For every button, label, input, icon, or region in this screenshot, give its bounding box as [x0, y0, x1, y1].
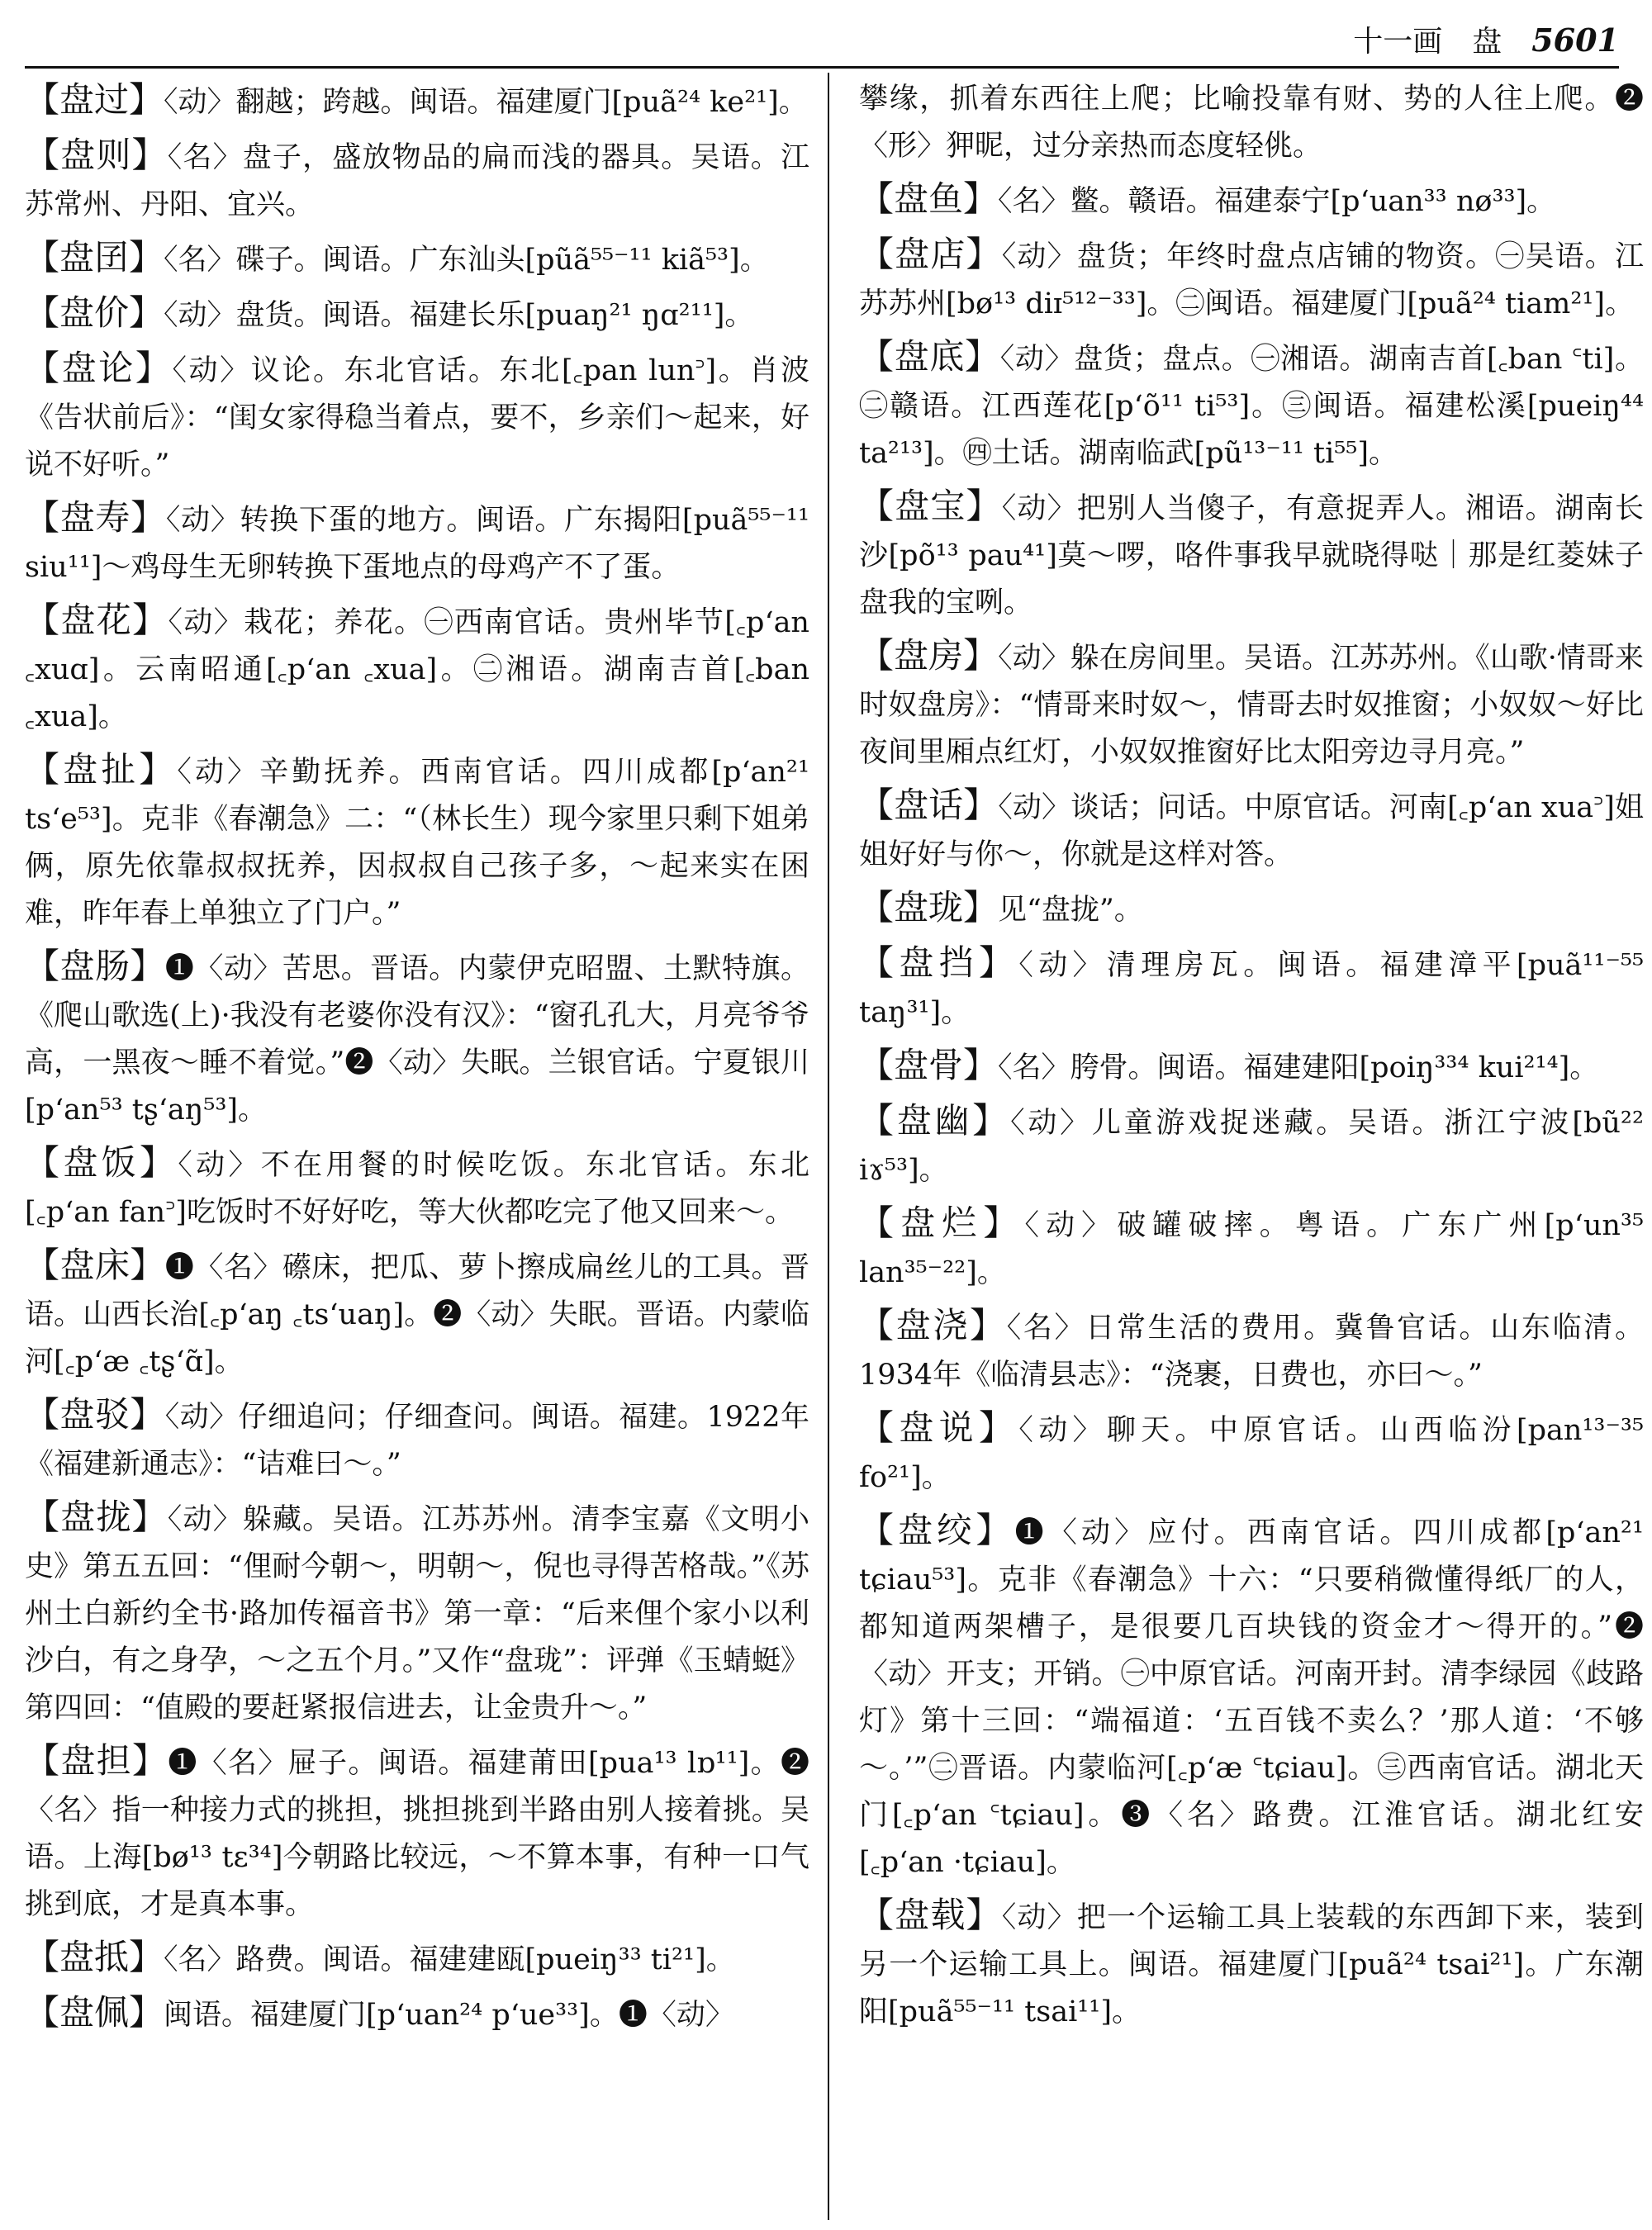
page-number: 5601 [1531, 21, 1619, 59]
entry-headword: 【盘载】 [859, 1895, 1002, 1935]
entry-headword: 【盘饭】 [25, 1142, 178, 1183]
entry-headword: 【盘房】 [859, 635, 999, 676]
column-divider [828, 73, 829, 2220]
dictionary-entry [25, 942, 809, 1134]
entry-headword: 【盘驳】 [25, 1394, 165, 1435]
entry-definition: 〈动〉栽花；养花。㊀西南官话。贵州毕节[꜀p‘an ꜀xuɑ]。云南昭通[꜀p‘an ꜀xua]。㊁湘语。湖南吉首[꜀ban ꜀xua]。 [25, 606, 809, 733]
dictionary-entry [25, 1493, 809, 1732]
entry-definition: 〈动〉躲在房间里。吴语。江苏苏州。《山歌·情哥来时奴盘房》：“情哥来时奴～，情哥去时奴推窗；小奴奴～好比夜间里厢点红灯，小奴奴推窗好比太阳旁边寻月亮。” [859, 642, 1644, 769]
entry-headword: 【盘话】 [859, 785, 999, 825]
dictionary-entry [25, 1391, 809, 1488]
dictionary-entry [25, 1241, 809, 1386]
entry-headword: 【盘幽】 [859, 1100, 1011, 1141]
entry-definition: 〈名〉路费。闽语。福建建瓯[pueiŋ³³ ti²¹]。 [164, 1943, 735, 1976]
entry-headword: 【盘价】 [25, 292, 164, 333]
entry-headword: 【盘肠】 [25, 946, 165, 986]
entry-definition: ❶〈动〉应付。西南官话。四川成都[p‘an²¹ tɕiau⁵³]。克非《春潮急》十六：“只要稍微懂得纸厂的人，都知道两架槽子，是很要几百块钱的资金才～得开的。”❷〈动〉开支；开销。㊀中原官话。河南开封。清李绿园《歧路灯》第十三回：“端福道：‘五百钱不卖么？’那人道：‘不够～。’”㊁晋语。内蒙临河[꜀p‘æ ꜂tɕiau]。㊂西南官话。湖北天门[꜀p‘an ꜂tɕiau]。❸〈名〉路费。江淮官话。湖北红安[꜀p‘an ·tɕiau]。 [859, 1516, 1644, 1879]
entry-headword: 【盘床】 [25, 1245, 165, 1285]
dictionary-entry [859, 1404, 1644, 1502]
entry-definition: 〈动〉不在用餐的时候吃饭。东北官话。东北[꜀p‘an fan꜄]吃饭时不好好吃，等大伙都吃完了他又回来～。 [25, 1149, 809, 1229]
entry-headword: 【盘挡】 [859, 942, 1019, 983]
dictionary-entry [859, 939, 1644, 1037]
entry-definition: 〈动〉翻越；跨越。闽语。福建厦门[puã²⁴ ke²¹]。 [164, 86, 808, 119]
dictionary-entry [25, 746, 809, 937]
entry-headword: 【盘扯】 [25, 749, 178, 790]
entry-headword: 【盘珑】 [859, 887, 999, 928]
entry-headword: 【盘寿】 [25, 497, 166, 538]
entry-definition: 〈动〉把一个运输工具上装载的东西卸下来，装到另一个运输工具上。闽语。福建厦门[puã²⁴ tsai²¹]。广东潮阳[puã⁵⁵⁻¹¹ tsai¹¹]。 [859, 1901, 1644, 2028]
dictionary-entry [859, 884, 1644, 934]
entry-headword: 【盘宝】 [859, 486, 1002, 526]
entry-definition: ❶〈动〉苦思。晋语。内蒙伊克昭盟、土默特旗。《爬山歌选(上)·我没有老婆你没有汉》：“窗孔孔大，月亮爷爷高，一黑夜～睡不着觉。”❷〈动〉失眠。兰银官话。宁夏银川[p‘an⁵³ tʂ‘aŋ⁵³]。 [25, 952, 809, 1127]
dictionary-entry [859, 333, 1644, 477]
entry-definition: 〈动〉盘货。闽语。福建长乐[puaŋ²¹ ŋɑ²¹¹]。 [164, 299, 754, 332]
entry-definition: 〈动〉聊天。中原官话。山西临汾[pan¹³⁻³⁵ fo²¹]。 [859, 1414, 1644, 1494]
dictionary-entry [25, 344, 809, 489]
left-column [25, 76, 809, 2044]
dictionary-entry [25, 1139, 809, 1236]
header-char: 盘 [1472, 25, 1502, 59]
entry-definition: 〈动〉破罐破摔。粤语。广东广州[p‘un³⁵ lan³⁵⁻²²]。 [859, 1209, 1644, 1289]
page-header [867, 18, 1619, 61]
entry-definition: 〈动〉谈话；问话。中原官话。河南[꜀p‘an xua꜄]姐姐好好与你～，你就是这样对答。 [859, 791, 1644, 871]
entry-definition: 〈名〉鳖。赣语。福建泰宁[p‘uan³³ nø³³]。 [998, 185, 1556, 218]
entry-headword: 【盘店】 [859, 234, 1002, 274]
entry-definition: 〈动〉辛勤抚养。西南官话。四川成都[p‘an²¹ ts‘e⁵³]。克非《春潮急》二：“（林长生）现今家里只剩下姐弟俩，原先依靠叔叔抚养，因叔叔自己孩子多，～起来实在困难，昨年春上单独立了门户。” [25, 756, 809, 930]
entry-headword: 【盘烂】 [859, 1203, 1025, 1243]
dictionary-entry [859, 781, 1644, 879]
dictionary-entry [859, 632, 1644, 776]
dictionary-entry [859, 1199, 1644, 1297]
dictionary-entry [859, 175, 1644, 225]
dictionary-entry [25, 494, 809, 591]
entry-definition: 〈动〉清理房瓦。闽语。福建漳平[puã¹¹⁻⁵⁵ taŋ³¹]。 [859, 949, 1644, 1029]
dictionary-entry [859, 1302, 1644, 1399]
entry-definition: 闽语。福建厦门[p‘uan²⁴ p‘ue³³]。❶〈动〉 [164, 1999, 734, 2032]
dictionary-entry [25, 596, 809, 741]
dictionary-entry [859, 1097, 1644, 1194]
entry-definition: 〈动〉转换下蛋的地方。闽语。广东揭阳[puã⁵⁵⁻¹¹ siu¹¹]～鸡母生无卵转换下蛋地点的母鸡产不了蛋。 [25, 504, 809, 584]
entry-definition: 〈动〉把别人当傻子，有意捉弄人。湘语。湖南长沙[põ¹³ pau⁴¹]莫～啰，咯件事我早就晓得哒｜那是红菱妹子盘我的宝咧。 [859, 492, 1644, 619]
dictionary-entry [859, 1041, 1644, 1092]
entry-headword: 【盘说】 [859, 1407, 1019, 1448]
entry-definition: 〈动〉儿童游戏捉迷藏。吴语。浙江宁波[bũ²² iɤ⁵³]。 [859, 1107, 1644, 1187]
dictionary-entry [859, 1891, 1644, 2036]
entry-definition: 〈动〉议论。东北官话。东北[꜀pan lun꜄]。肖波《告状前后》：“闺女家得稳当着点，要不，乡亲们～起来，好说不好听。” [25, 354, 809, 482]
entry-headword: 【盘抵】 [25, 1937, 164, 1977]
entry-headword: 【盘绞】 [859, 1510, 1015, 1550]
dictionary-entry [859, 482, 1644, 627]
entry-headword: 【盘鱼】 [859, 178, 999, 219]
dictionary-entry [25, 131, 809, 229]
entry-headword: 【盘浇】 [859, 1305, 1007, 1345]
dictionary-entry [859, 1506, 1644, 1886]
entry-definition: 〈名〉胯骨。闽语。福建建阳[poiŋ³³⁴ kui²¹⁴]。 [998, 1051, 1599, 1084]
entry-definition: 〈名〉盘子，盛放物品的扁而浅的器具。吴语。江苏常州、丹阳、宜兴。 [25, 141, 809, 221]
dictionary-entry [25, 1933, 809, 1984]
entry-headword: 【盘囝】 [25, 237, 164, 278]
entry-definition: 见“盘拢”。 [998, 894, 1143, 927]
entry-definition: 〈名〉碟子。闽语。广东汕头[pũã⁵⁵⁻¹¹ kiã⁵³]。 [164, 244, 769, 277]
entry-headword: 【盘过】 [25, 79, 164, 120]
dictionary-entry [25, 76, 809, 126]
entry-definition: 〈动〉躲藏。吴语。江苏苏州。清李宝嘉《文明小史》第五五回：“俚耐今朝～，明朝～，倪也寻得苦格哉。”《苏州土白新约全书·路加传福音书》第一章：“后来俚个家小以利沙白，有之身孕，～之五个月。”又作“盘珑”：评弹《玉蜻蜓》第四回：“值殿的要赶紧报信进去，让金贵升～。” [25, 1503, 809, 1725]
entry-headword: 【盘则】 [25, 135, 168, 175]
entry-headword: 【盘论】 [25, 348, 173, 388]
entry-definition: 〈名〉日常生活的费用。冀鲁官话。山东临清。1934年《临清县志》：“浇裹，日费也，亦曰～。” [859, 1312, 1644, 1392]
dictionary-entry [25, 289, 809, 339]
dictionary-entry [25, 234, 809, 284]
entry-headword: 【盘佩】 [25, 1992, 164, 2033]
entry-definition: 〈动〉仔细追问；仔细查问。闽语。福建。1922年《福建新通志》：“诘难曰～。” [25, 1401, 809, 1481]
entry-headword: 【盘担】 [25, 1740, 169, 1781]
entry-headword: 【盘拢】 [25, 1497, 168, 1537]
continued-entry-text: 攀缘，抓着东西往上爬；比喻投靠有财、势的人往上爬。❷〈形〉狎昵，过分亲热而态度轻佻。 [859, 83, 1644, 163]
dictionary-entry [25, 1989, 809, 2039]
entry-definition: ❶〈名〉屉子。闽语。福建莆田[pua¹³ lɒ¹¹]。❷〈名〉指一种接力式的挑担，挑担挑到半路由别人接着挑。吴语。上海[bø¹³ tɛ³⁴]今朝路比较远，～不算本事，有种一口气挑到底，才是真本事。 [25, 1747, 809, 1921]
dictionary-entry [25, 1737, 809, 1929]
header-rule [25, 66, 1619, 69]
header-section: 十一画 [1353, 25, 1443, 59]
entry-headword: 【盘骨】 [859, 1045, 999, 1085]
entry-headword: 【盘花】 [25, 600, 169, 640]
dictionary-entry [859, 230, 1644, 328]
entry-definition: ❶〈名〉礤床，把瓜、萝卜擦成扁丝儿的工具。晋语。山西长治[꜀p‘aŋ ꜀ts‘uaŋ]。❷〈动〉失眠。晋语。内蒙临河[꜀p‘æ ꜀tʂ‘ɑ̃]。 [25, 1251, 809, 1378]
entry-headword: 【盘底】 [859, 336, 1000, 377]
entry-definition: 〈动〉盘货；盘点。㊀湘语。湖南吉首[꜀ban ꜂ti]。㊁赣语。江西莲花[p‘õ¹¹ ti⁵³]。㊂闽语。福建松溪[pueiŋ⁴⁴ ta²¹³]。㊃土话。湖南临武[pũ¹³⁻¹¹ ti⁵⁵]。 [859, 343, 1644, 470]
right-column [859, 76, 1644, 2041]
entry-definition: 〈动〉盘货；年终时盘点店铺的物资。㊀吴语。江苏苏州[bø¹³ diɪ⁵¹²⁻³³]。㊁闽语。福建厦门[puã²⁴ tiam²¹]。 [859, 240, 1644, 320]
